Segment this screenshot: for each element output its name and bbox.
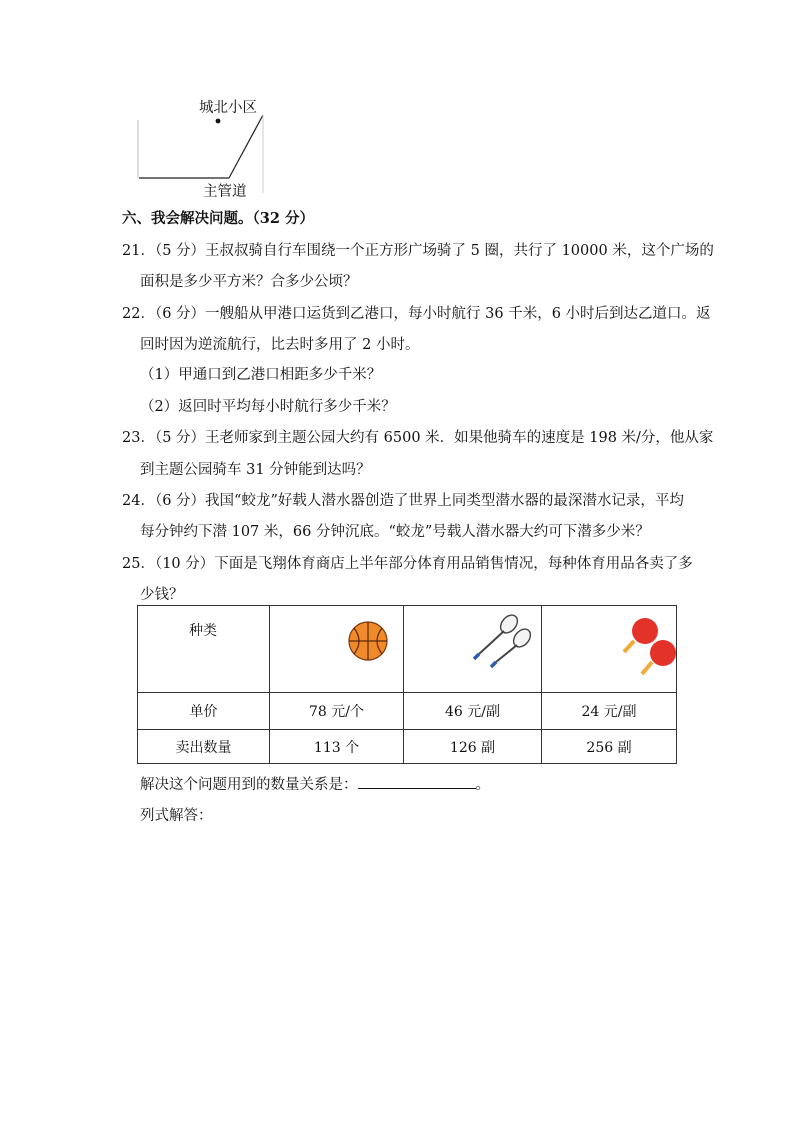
pipe-label: 主管道: [203, 184, 247, 200]
kind-label: 种类: [189, 623, 217, 639]
basketball-cell: [270, 606, 404, 693]
badminton-cell: [404, 606, 542, 693]
answer-prompt: 列式解答：: [140, 808, 213, 824]
qty-label-cell: 卖出数量: [138, 730, 270, 764]
q21-line2: 面积是多少平方米？合多少公顷？: [140, 274, 358, 290]
relation-answer-blank[interactable]: [358, 776, 476, 789]
table-tennis-paddles-icon: [542, 606, 676, 692]
q25-line1: 25．（10 分）下面是飞翔体育商店上半年部分体育用品销售情况，每种体育用品各卖了多: [122, 556, 693, 572]
section-heading: 六、我会解决问题。（32 分）: [122, 210, 314, 227]
table-row-quantity: [138, 730, 677, 764]
table-tennis-cell: [542, 606, 677, 693]
q23-line1: 23．（5 分）王老师家到主题公园大约有 6500 米．如果他骑车的速度是 198 米/分，他从家: [122, 430, 714, 446]
relation-end: 。: [475, 777, 490, 793]
main-pipe-slant-line: [229, 115, 263, 178]
badminton-rackets-icon: [404, 606, 541, 692]
price-basketball: 78 元/个: [270, 693, 404, 730]
table-row-kind: [138, 606, 677, 693]
q22-sub1: （1）甲通口到乙港口相距多少千米？: [140, 367, 382, 383]
basketball-icon: [270, 606, 403, 692]
price-label-cell: 单价: [138, 693, 270, 730]
qty-basketball: 113 个: [270, 730, 404, 764]
q22-line2: 回时因为逆流航行，比去时多用了 2 小时。: [140, 337, 420, 353]
q25-line2: 少钱？: [140, 587, 184, 603]
sales-table: [137, 605, 677, 764]
qty-table-tennis: 256 副: [542, 730, 677, 764]
price-badminton: 46 元/副: [404, 693, 542, 730]
location-label: 城北小区: [199, 100, 257, 116]
table-row-price: [138, 693, 677, 730]
location-point: [216, 119, 221, 124]
q24-line2: 每分钟约下潜 107 米，66 分钟沉底。“蛟龙”号载人潜水器大约可下潜多少米？: [140, 524, 650, 540]
q22-sub2: （2）返回时平均每小时航行多少千米？: [140, 399, 396, 415]
q22-line1: 22．（6 分）一艘船从甲港口运货到乙港口，每小时航行 36 千米，6 小时后到达乙道口。返: [122, 306, 711, 322]
kind-header-cell: [138, 606, 270, 693]
price-table-tennis: 24 元/副: [542, 693, 677, 730]
qty-badminton: 126 副: [404, 730, 542, 764]
q24-line1: 24．（6 分）我国“蛟龙”好载人潜水器创造了世界上同类型潜水器的最深潜水记录，平均: [122, 493, 684, 509]
q21-line1: 21．（5 分）王叔叔骑自行车围绕一个正方形广场骑了 5 圈，共行了 10000 米，这个广场的: [122, 243, 714, 259]
relation-line: [140, 773, 490, 794]
q23-line2: 到主题公园骑车 31 分钟能到达吗？: [140, 462, 371, 478]
relation-prompt: 解决这个问题用到的数量关系是：: [140, 777, 358, 793]
